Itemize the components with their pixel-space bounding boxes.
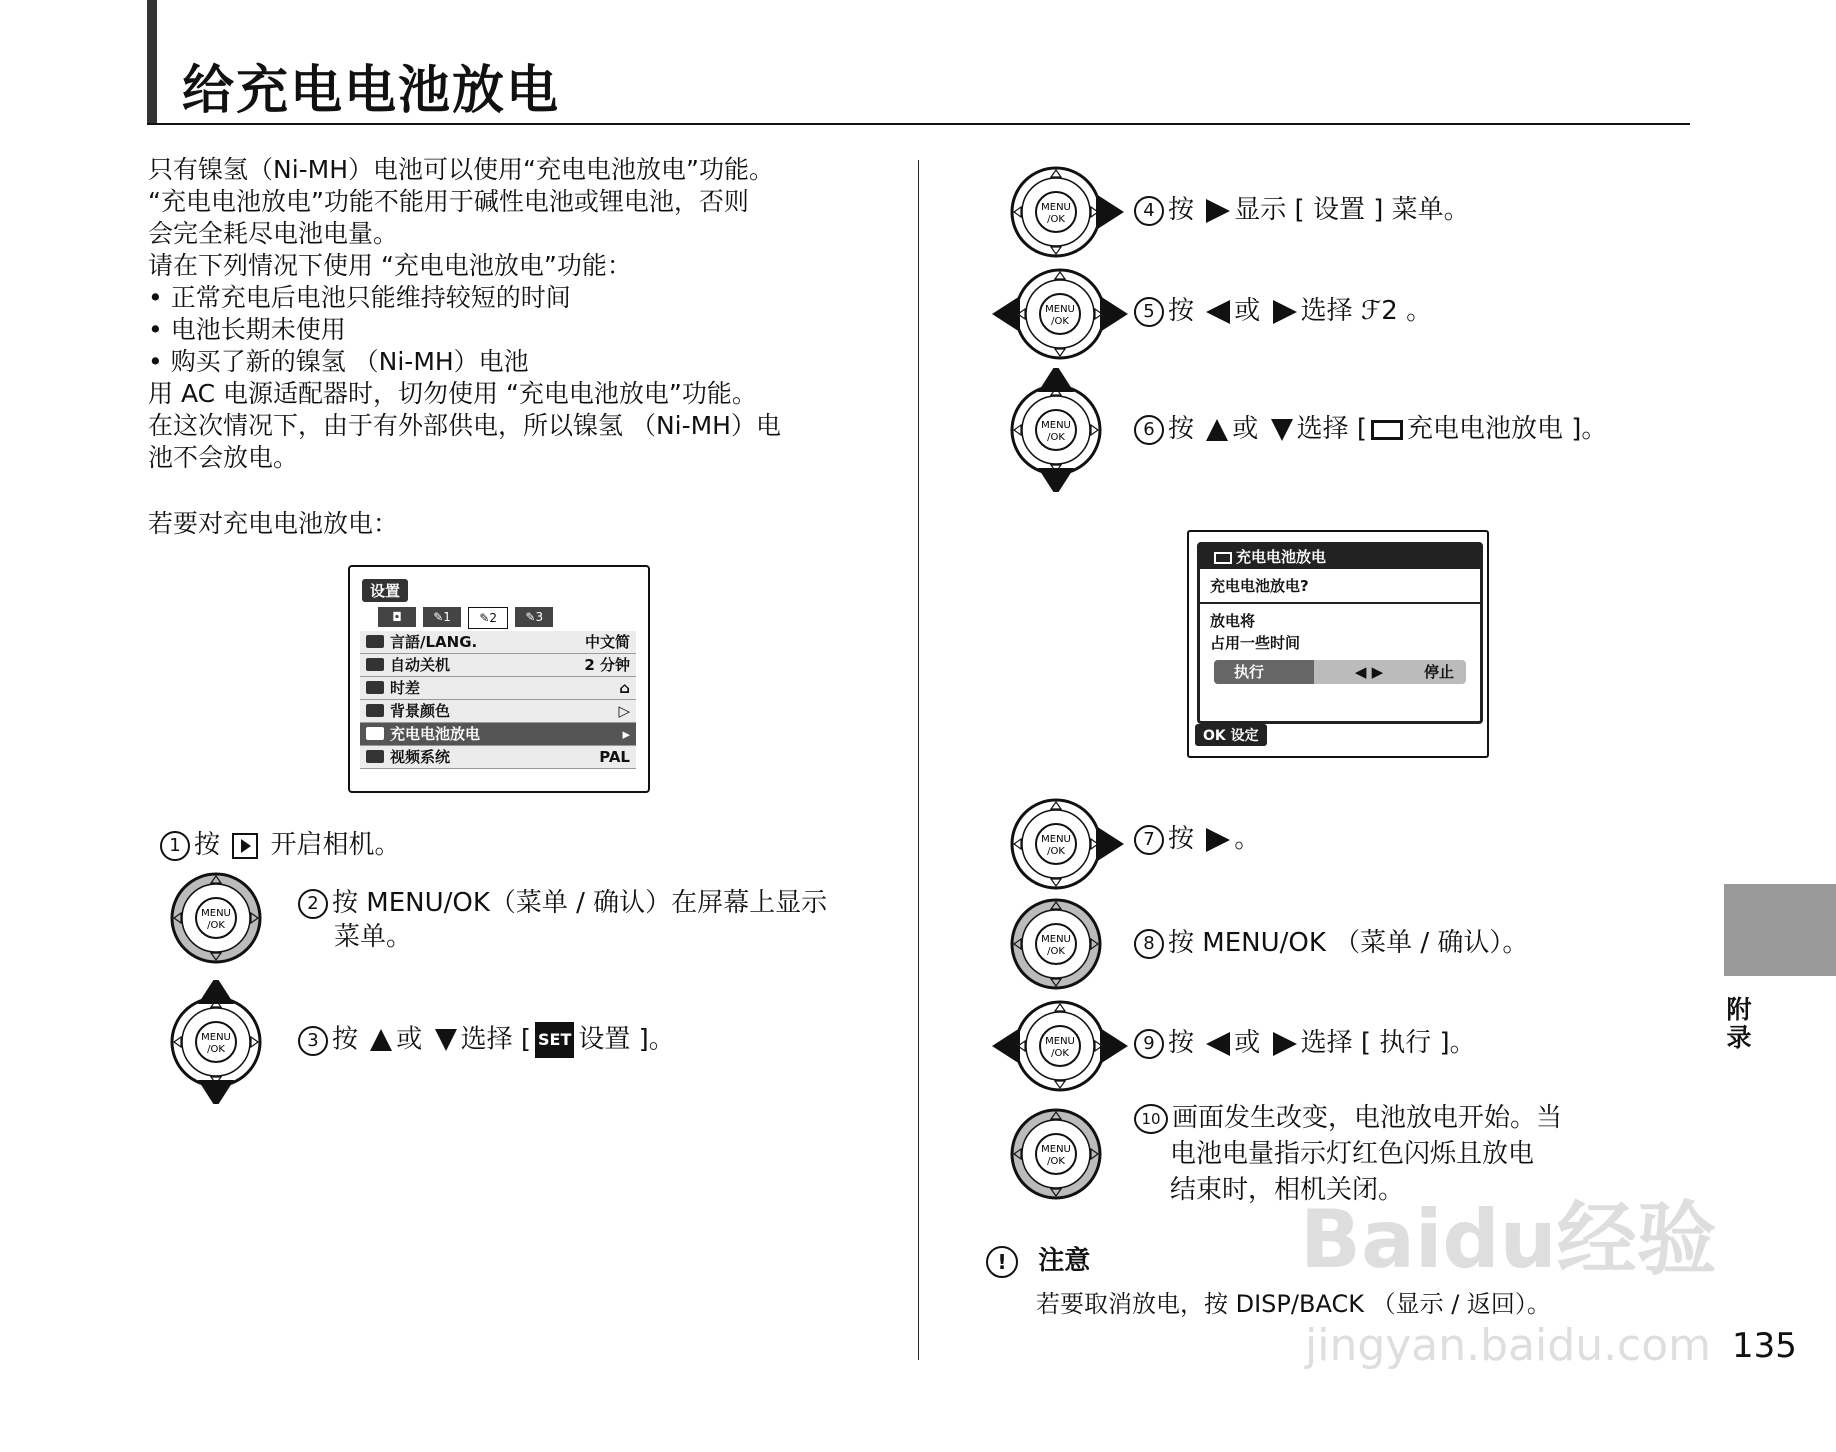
step-10: 10 画面发生改变，电池放电开始。当 电池电量指示灯红色闪烁且放电 结束时，相机关闭。 <box>1134 1100 1562 1208</box>
page-title: 给充电电池放电 <box>182 61 561 121</box>
tab-setup-3: ✎3 <box>515 607 553 627</box>
right-arrow-icon <box>1206 199 1230 223</box>
dialog-choice-bar <box>1214 660 1466 684</box>
svg-text:/OK: /OK <box>1047 846 1065 857</box>
svg-text:/OK: /OK <box>1047 214 1065 225</box>
dial-left-right-icon <box>990 264 1130 364</box>
menu-row-icon <box>366 658 384 671</box>
svg-text:MENU: MENU <box>1041 934 1071 945</box>
caution-icon: ! <box>986 1246 1018 1278</box>
menu-row-icon <box>366 635 384 648</box>
right-arrow-icon <box>1273 300 1297 324</box>
tab-setup-1: ✎1 <box>423 607 461 627</box>
step-number: 3 <box>298 1026 328 1056</box>
bullet-item: • 电池长期未使用 <box>148 314 868 346</box>
intro-line: 只有镍氢（Ni-MH）电池可以使用“充电电池放电”功能。 <box>148 155 774 184</box>
intro-line: 请在下列情况下使用 “充电电池放电”功能： <box>148 251 632 280</box>
ok-set-badge: OK 设定 <box>1195 724 1267 746</box>
step-number: 8 <box>1134 929 1164 959</box>
menu-header: 设置 <box>362 579 408 602</box>
svg-text:/OK: /OK <box>1047 1156 1065 1167</box>
dial-left-right-icon <box>990 996 1130 1096</box>
step-number: 6 <box>1134 415 1164 445</box>
svg-text:MENU: MENU <box>201 1032 231 1043</box>
note-text: 若要取消放电，按 DISP/BACK （显示 / 返回）。 <box>1036 1290 1551 1318</box>
tab-camera: ◘ <box>378 607 416 627</box>
left-arrow-icon <box>1206 1032 1230 1056</box>
dialog-title: 充电电池放电 <box>1200 545 1480 569</box>
step-3: 3 按 或 选择 [ SET 设置 ]。 <box>298 1022 675 1058</box>
step-number: 5 <box>1134 297 1164 327</box>
down-arrow-icon <box>1271 419 1293 441</box>
svg-text:/OK: /OK <box>1051 1048 1069 1059</box>
menu-ok-dial-icon <box>1006 894 1106 994</box>
step-1: 1 按 开启相机。 <box>160 828 401 862</box>
exec-option: 执行 <box>1214 660 1314 684</box>
up-arrow-icon <box>1206 419 1228 441</box>
intro-line: 会完全耗尽电池电量。 <box>148 219 399 248</box>
dialog-message: 放电将 占用一些时间 <box>1210 612 1301 652</box>
right-arrow-icon <box>1273 1032 1297 1056</box>
tab-setup-2: ✎2 <box>468 607 508 629</box>
camera-menu-screen <box>348 565 650 793</box>
menu-row-icon <box>366 681 384 694</box>
menu-row-icon <box>366 750 384 763</box>
title-rule <box>147 123 1690 125</box>
menu-rows <box>360 631 636 769</box>
step-number: 7 <box>1134 825 1164 855</box>
menu-row: 视频系统 PAL <box>360 746 636 769</box>
step-8: 8 按 MENU/OK （菜单 / 确认）。 <box>1134 926 1528 960</box>
right-arrow-icon <box>1206 828 1230 852</box>
step-7: 7 按 。 <box>1134 822 1260 856</box>
svg-text:/OK: /OK <box>1047 946 1065 957</box>
watermark-logo: Baidu经验 <box>1300 1193 1717 1286</box>
step-number: 9 <box>1134 1029 1164 1059</box>
svg-text:/OK: /OK <box>1051 316 1069 327</box>
svg-text:MENU: MENU <box>1045 304 1075 315</box>
step-number: 10 <box>1134 1104 1168 1134</box>
dial-right-icon <box>1006 162 1130 262</box>
menu-ok-dial-icon <box>1006 1104 1106 1204</box>
title-bar-accent <box>147 0 157 125</box>
discharge-dialog-screen <box>1187 530 1489 758</box>
bullet-item: • 购买了新的镍氢 （Ni-MH）电池 <box>148 346 868 378</box>
stop-option: 停止 <box>1423 663 1454 681</box>
left-arrow-icon <box>1206 300 1230 324</box>
menu-row: 背景颜色 ▷ <box>360 700 636 723</box>
step-number: 4 <box>1134 196 1164 226</box>
step-number: 2 <box>298 889 328 919</box>
up-arrow-icon <box>370 1029 392 1051</box>
svg-text:/OK: /OK <box>207 1044 225 1055</box>
svg-text:MENU: MENU <box>1045 1036 1075 1047</box>
menu-ok-dial-icon <box>166 868 266 968</box>
step-4: 4 按 显示 [ 设置 ] 菜单。 <box>1134 193 1470 227</box>
section-label: 附 录 <box>1726 995 1752 1052</box>
intro-text <box>148 154 868 474</box>
note-heading: ! 注意 <box>986 1244 1090 1278</box>
warning-line: 在这次情况下，由于有外部供电，所以镍氢 （Ni-MH）电 <box>148 411 781 440</box>
battery-icon <box>1214 552 1232 564</box>
dial-up-down-icon <box>1006 368 1106 492</box>
menu-tabs <box>378 607 555 629</box>
svg-text:/OK: /OK <box>1047 432 1065 443</box>
down-arrow-icon <box>435 1029 457 1051</box>
page-number: 135 <box>1732 1326 1797 1366</box>
svg-text:MENU: MENU <box>1041 1144 1071 1155</box>
svg-text:MENU: MENU <box>1041 420 1071 431</box>
menu-row: 时差 ⌂ <box>360 677 636 700</box>
dial-right-icon <box>1006 794 1130 894</box>
menu-row: 自动关机 2 分钟 <box>360 654 636 677</box>
step-number: 1 <box>160 831 190 861</box>
playback-button-icon <box>232 833 258 859</box>
arrows-icon: ◀ ▶ <box>1354 663 1384 681</box>
section-tab <box>1724 884 1836 976</box>
step-6: 6 按 或 选择 [ 充电电池放电 ]。 <box>1134 412 1607 446</box>
warning-line: 池不会放电。 <box>148 443 299 472</box>
bullet-item: • 正常充电后电池只能维持较短的时间 <box>148 282 868 314</box>
step-9: 9 按 或 选择 [ 执行 ]。 <box>1134 1026 1476 1060</box>
lead-text: 若要对充电电池放电： <box>148 509 399 538</box>
svg-text:/OK: /OK <box>207 920 225 931</box>
dialog-question: 充电电池放电? <box>1200 569 1480 604</box>
battery-icon <box>1371 420 1403 440</box>
step-5: 5 按 或 选择 ℱ2 。 <box>1134 294 1432 328</box>
dialog-frame <box>1197 542 1483 724</box>
watermark-url: jingyan.baidu.com <box>1305 1320 1712 1371</box>
menu-row: 言語/LANG. 中文简 <box>360 631 636 654</box>
set-icon: SET <box>535 1022 574 1058</box>
dial-up-down-icon <box>166 980 266 1104</box>
menu-row-icon <box>366 704 384 717</box>
svg-text:MENU: MENU <box>201 908 231 919</box>
menu-row-selected: 充电电池放电 ▸ <box>360 723 636 746</box>
svg-text:MENU: MENU <box>1041 202 1071 213</box>
battery-icon <box>366 727 384 740</box>
intro-line: “充电电池放电”功能不能用于碱性电池或锂电池，否则 <box>148 187 749 216</box>
svg-text:MENU: MENU <box>1041 834 1071 845</box>
step-2: 2 按 MENU/OK（菜单 / 确认）在屏幕上显示 菜单。 <box>298 886 827 954</box>
column-divider <box>918 160 919 1360</box>
warning-line: 用 AC 电源适配器时，切勿使用 “充电电池放电”功能。 <box>148 379 757 408</box>
